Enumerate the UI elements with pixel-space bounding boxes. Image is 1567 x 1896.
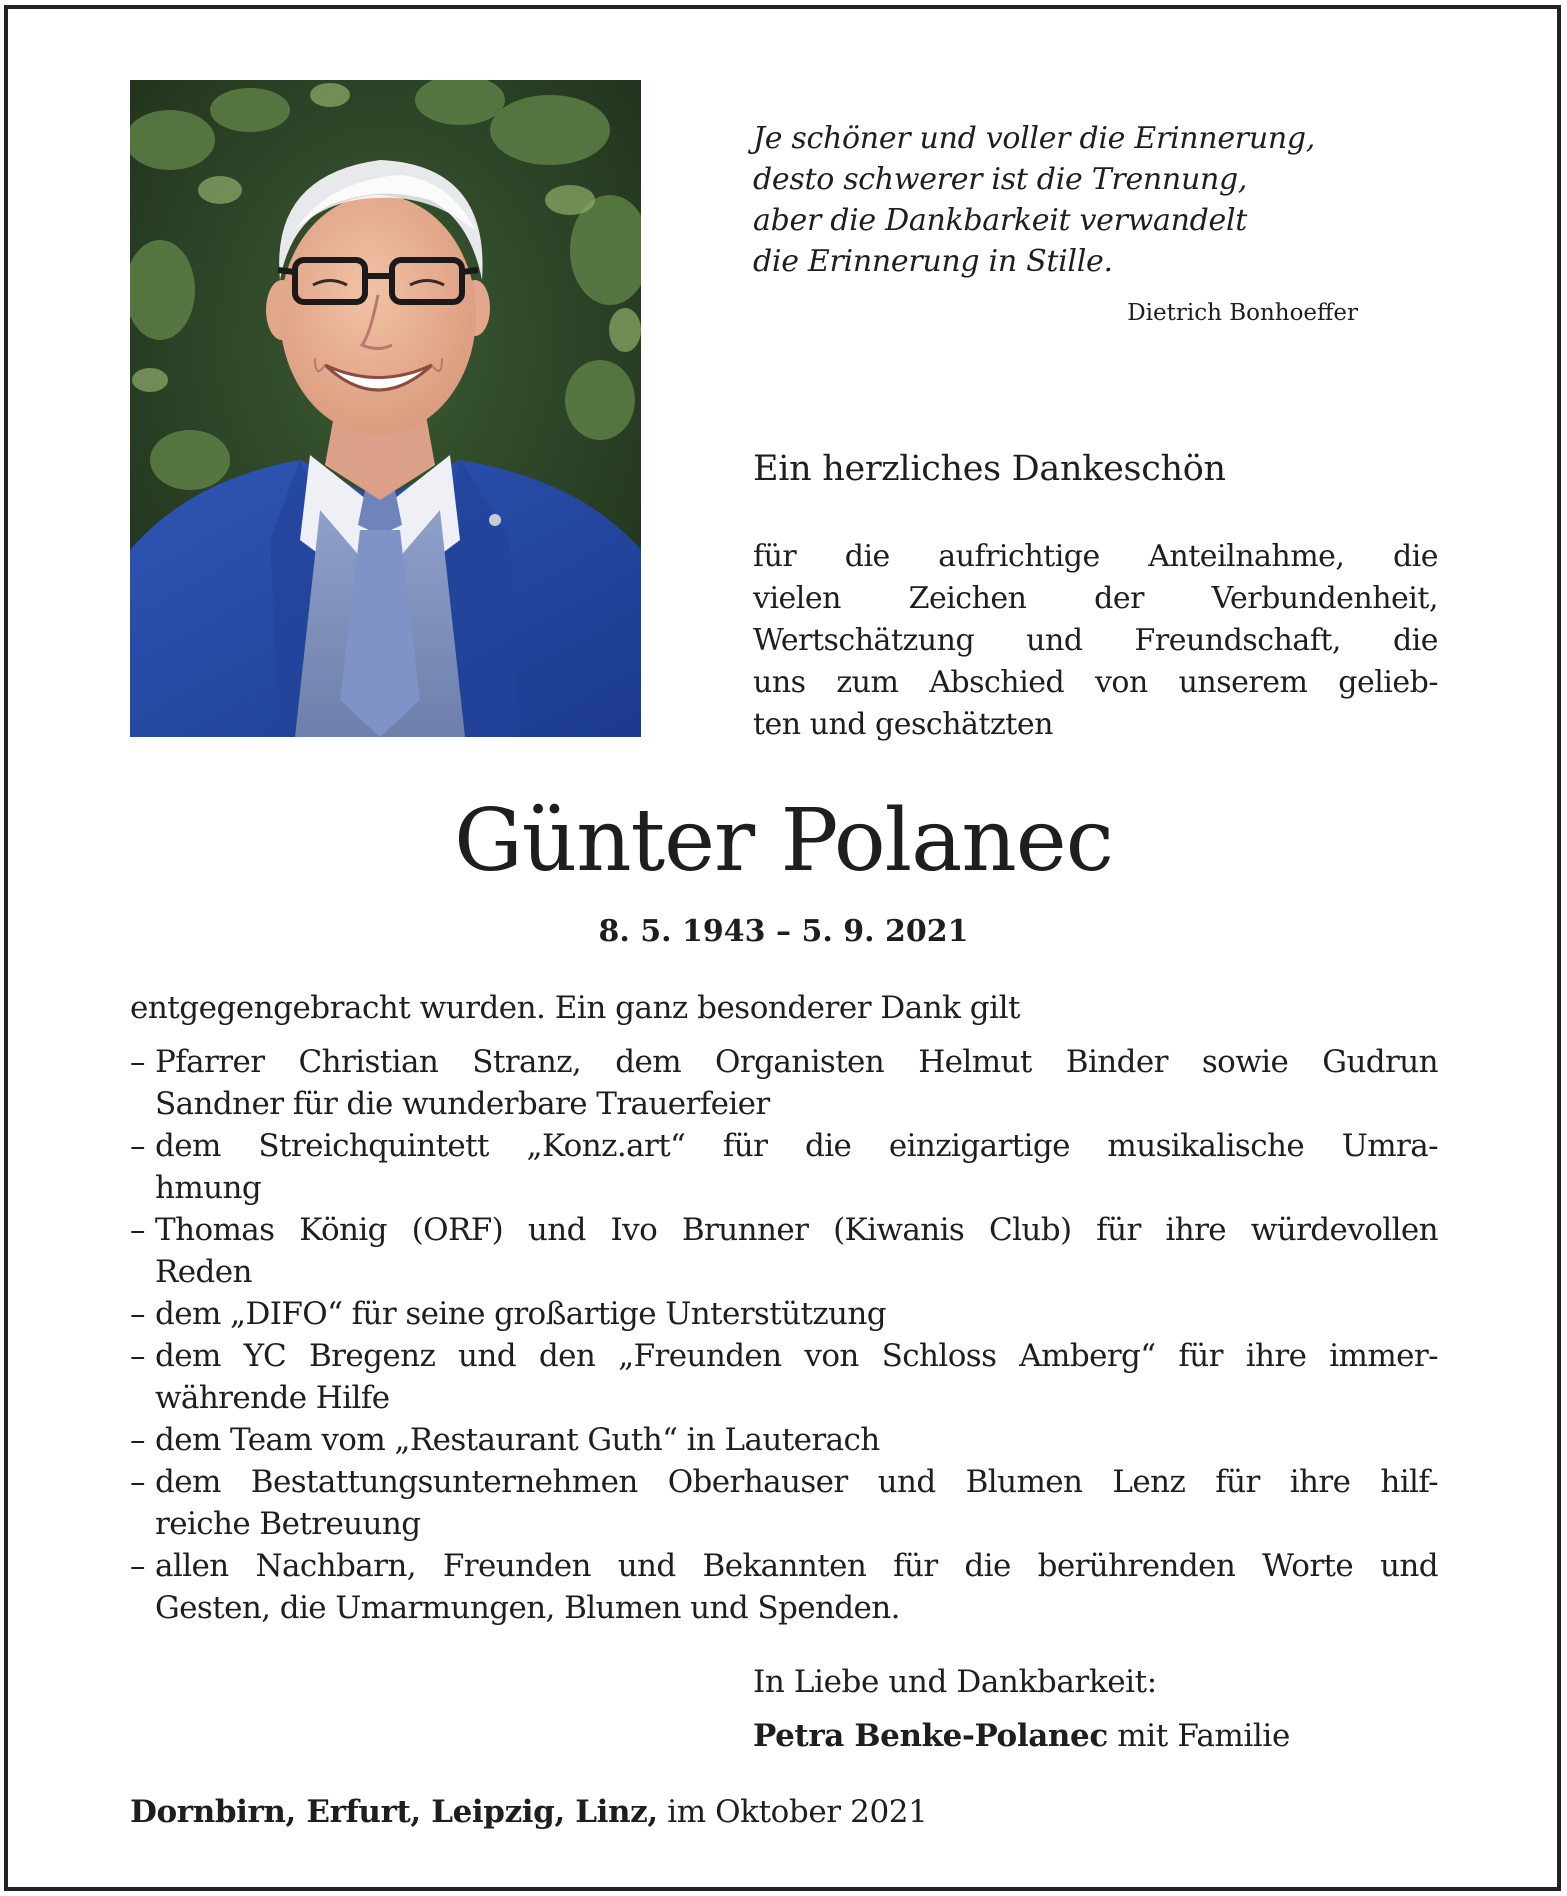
closing-line: In Liebe und Dankbarkeit: (753, 1664, 1157, 1700)
list-item-line: Reden (155, 1254, 252, 1290)
list-item (130, 1461, 1438, 1545)
thanks-body-line: vielen Zeichen der Verbundenheit, (753, 581, 1438, 616)
list-item-line: dem Streichquintett „Konz.art“ für die einzigartige musikalische Umra- (155, 1128, 1438, 1164)
bonhoeffer-quote (753, 118, 1373, 282)
list-item-line: reiche Betreuung (155, 1506, 421, 1542)
quote-line: aber die Dankbarkeit verwandelt (753, 203, 1248, 238)
portrait-photo (130, 80, 641, 737)
list-item-line: dem Team vom „Restaurant Guth“ in Lauterach (155, 1422, 880, 1458)
places: Dornbirn, Erfurt, Leipzig, Linz, (130, 1794, 658, 1830)
list-dash: – (130, 1128, 145, 1164)
list-dash: – (130, 1338, 145, 1374)
list-item-line: dem Bestattungsunternehmen Oberhauser und Blumen Lenz für ihre hilf- (155, 1464, 1438, 1500)
list-item (130, 1293, 1438, 1335)
signer-suffix: mit Familie (1117, 1718, 1290, 1754)
list-item-line: dem „DIFO“ für seine großartige Unterstützung (155, 1296, 887, 1332)
list-item (130, 1335, 1438, 1419)
thanks-body-line: uns zum Abschied von unserem gelieb- (753, 665, 1438, 700)
list-item (130, 1041, 1438, 1125)
list-item-line: dem YC Bregenz und den „Freunden von Schloss Amberg“ für ihre immer- (155, 1338, 1438, 1374)
list-item (130, 1209, 1438, 1293)
thanks-body-line: für die aufrichtige Anteilnahme, die (753, 539, 1438, 574)
signer-name: Petra Benke-Polanec (753, 1718, 1108, 1754)
signer (753, 1716, 1290, 1757)
thanks-body (753, 536, 1438, 746)
list-dash: – (130, 1296, 145, 1332)
thanks-heading: Ein herzliches Dankeschön (753, 449, 1226, 489)
list-dash: – (130, 1212, 145, 1248)
list-dash: – (130, 1548, 145, 1584)
quote-line: desto schwerer ist die Trennung, (753, 162, 1248, 197)
list-dash: – (130, 1044, 145, 1080)
list-item-line: Gesten, die Umarmungen, Blumen und Spenden. (155, 1590, 900, 1626)
list-dash: – (130, 1464, 145, 1500)
intro-line: entgegengebracht wurden. Ein ganz besonderer Dank gilt (130, 990, 1020, 1026)
quote-line: die Erinnerung in Stille. (753, 244, 1113, 279)
list-item-line: Thomas König (ORF) und Ivo Brunner (Kiwanis Club) für ihre würdevollen (155, 1212, 1438, 1248)
thank-list (130, 1041, 1438, 1629)
list-item (130, 1419, 1438, 1461)
list-item (130, 1545, 1438, 1629)
list-item-line: Sandner für die wunderbare Trauerfeier (155, 1086, 770, 1122)
list-item-line: Pfarrer Christian Stranz, dem Organisten Helmut Binder sowie Gudrun (155, 1044, 1438, 1080)
thanks-body-line: Wertschätzung und Freundschaft, die (753, 623, 1438, 658)
list-item (130, 1125, 1438, 1209)
list-item-line: hmung (155, 1170, 262, 1206)
list-dash: – (130, 1422, 145, 1458)
thanks-body-line: ten und geschätzten (753, 707, 1053, 742)
place-date (130, 1792, 927, 1833)
quote-line: Je schöner und voller die Erinnerung, (753, 121, 1316, 156)
list-item-line: allen Nachbarn, Freunden und Bekannten für die berührenden Worte und (155, 1548, 1438, 1584)
list-item-line: währende Hilfe (155, 1380, 390, 1416)
quote-author: Dietrich Bonhoeffer (1127, 300, 1358, 326)
deceased-name: Günter Polanec (454, 791, 1113, 891)
portrait-illustration (130, 80, 641, 737)
life-dates: 8. 5. 1943 – 5. 9. 2021 (598, 914, 969, 949)
date: im Oktober 2021 (667, 1794, 928, 1830)
